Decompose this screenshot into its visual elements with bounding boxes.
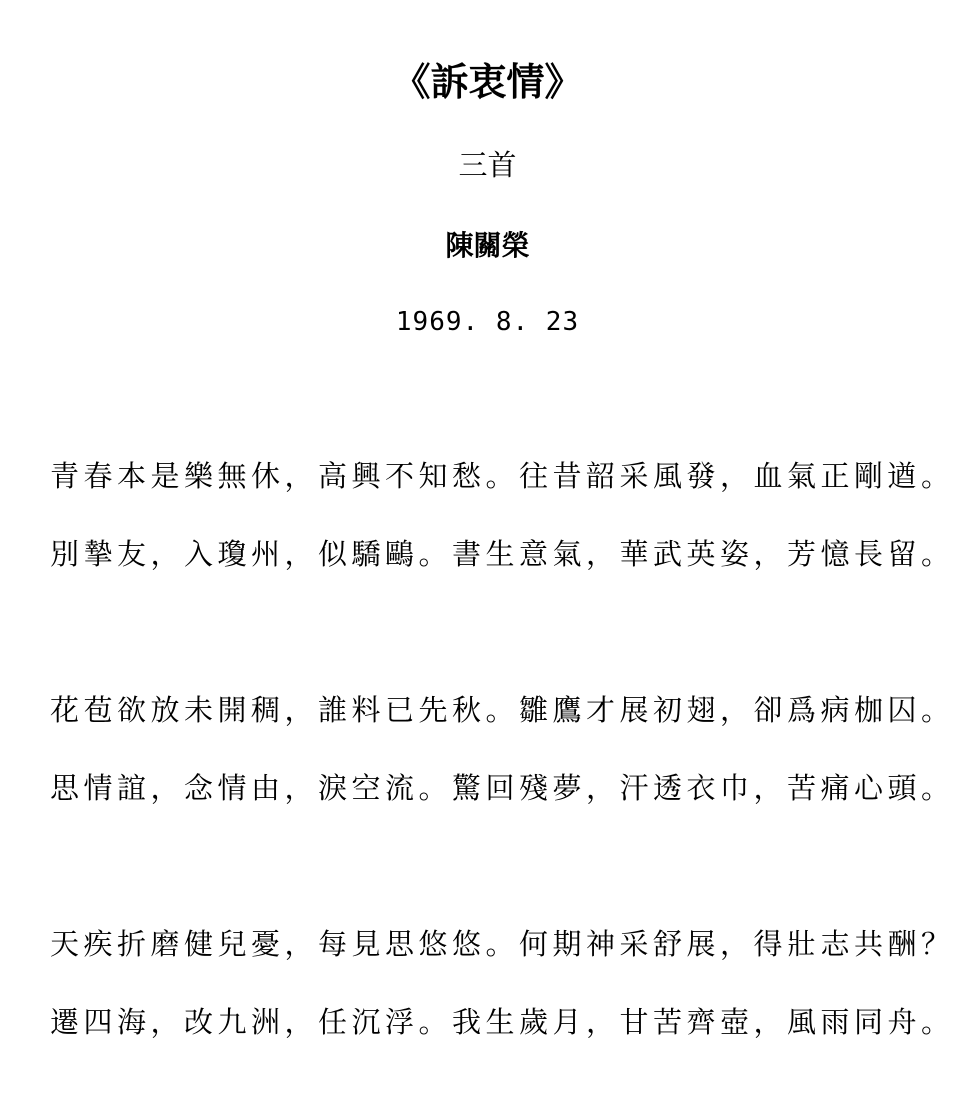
verse-line: 天疾折磨健兒憂，每見思悠悠。何期神采舒展，得壯志共酬？ [50,927,950,961]
poem-title: 《訴衷情》 [392,60,583,104]
verse-line: 別摯友，入瓊州，似驕鷗。書生意氣，華武英姿，芳憶長留。 [50,537,950,571]
verse-line: 青春本是樂無休，高興不知愁。往昔韶采風發，血氣正剛遒。 [50,459,950,493]
poem-author: 陳關榮 [445,229,530,262]
poem-subtitle: 三首 [458,148,517,182]
verse-line: 遷四海，改九洲，任沉浮。我生歲月，甘苦齊壺，風雨同舟。 [50,1005,950,1039]
poem-date: 1969. 8. 23 [395,307,580,337]
verse-line: 花苞欲放未開稠，誰料已先秋。雛鷹才展初翅，卻爲病枷囚。 [50,693,950,727]
verse-line: 思情誼，念情由，淚空流。驚回殘夢，汗透衣巾，苦痛心頭。 [50,771,950,805]
